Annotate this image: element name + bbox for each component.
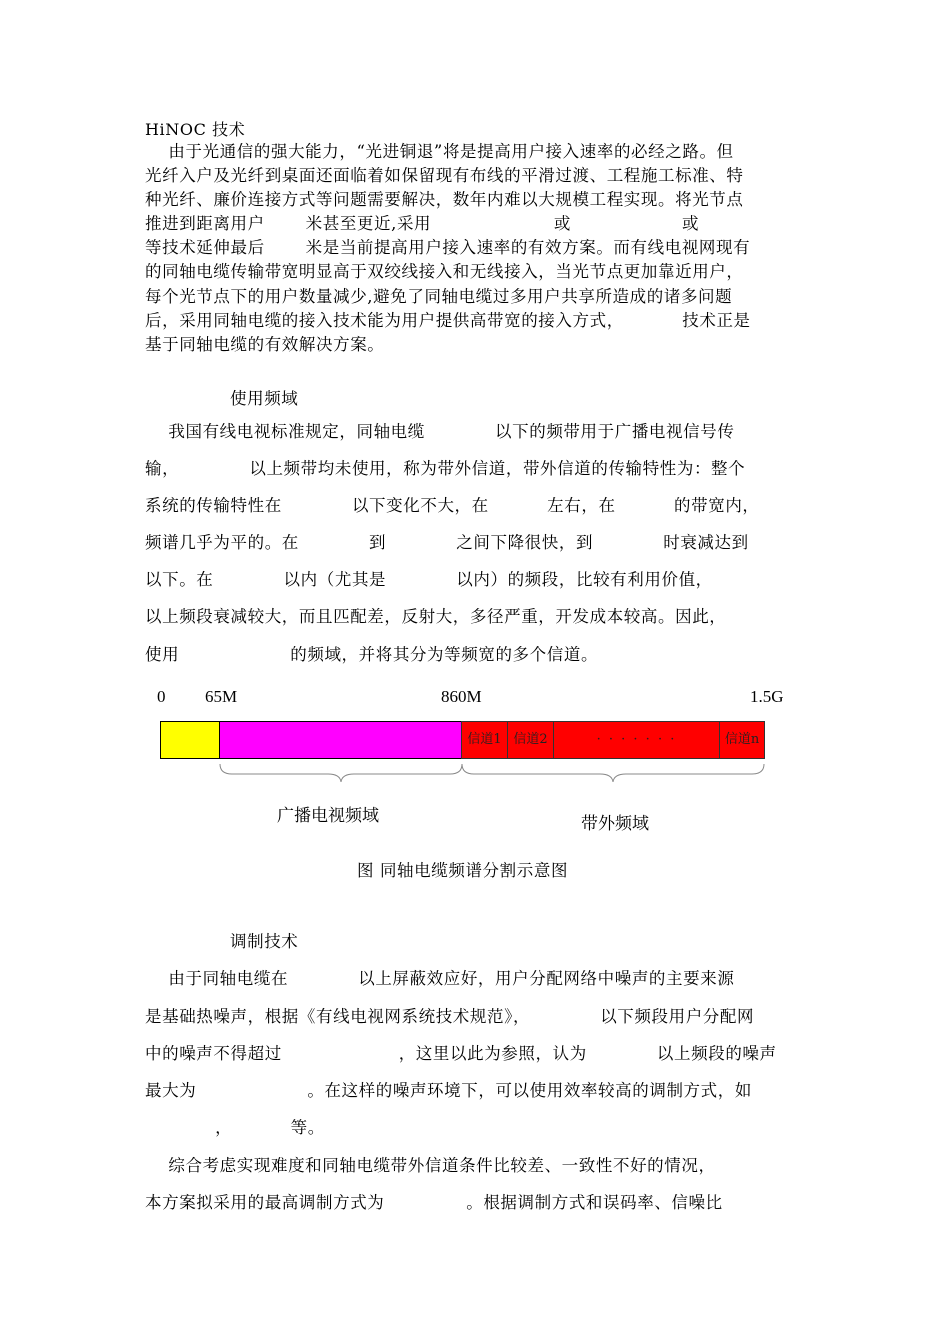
text-line: 使用 的频域，并将其分为等频宽的多个信道。 — [145, 645, 599, 664]
text-line: 以上频段衰减较大，而且匹配差，反射大，多径严重，开发成本较高。因此， — [145, 607, 727, 626]
text-line: 最大为 。在这样的噪声环境下，可以使用效率较高的调制方式，如 — [145, 1081, 752, 1100]
text-line: 基于同轴电缆的有效解决方案。 — [145, 335, 385, 354]
text-line: 中的噪声不得超过 ，这里以此为参照，认为 以上频段的噪声 — [145, 1044, 777, 1063]
label-out-of-band: 带外频域 — [581, 814, 649, 834]
tick-label-65m: 65M — [205, 687, 238, 706]
text-line: 综合考虑实现难度和同轴电缆带外信道条件比较差、一致性不好的情况， — [145, 1156, 716, 1175]
channel-2: 信道2 — [507, 721, 554, 759]
section-heading: HiNOC 技术 — [145, 120, 246, 139]
text-line: 输， 以上频带均未使用，称为带外信道，带外信道的传输特性为：整个 — [145, 459, 746, 478]
text-line: 光纤入户及光纤到桌面还面临着如保留现有布线的平滑过渡、工程施工标准、特 — [145, 166, 744, 185]
text-line: 推进到距离用户 米甚至更近,采用 或 或 — [145, 214, 700, 233]
figure-caption: 图 同轴电缆频谱分割示意图 — [357, 861, 569, 880]
text-line: 后，采用同轴电缆的接入技术能为用户提供高带宽的接入方式， 技术正是 — [145, 311, 751, 330]
label-broadcast-band: 广播电视频域 — [277, 806, 379, 826]
tick-label-0: 0 — [157, 687, 166, 706]
channel-ellipsis: · · · · · · · — [553, 721, 720, 759]
brace-broadcast — [218, 762, 468, 784]
text-line: 我国有线电视标准规定，同轴电缆 以下的频带用于广播电视信号传 — [145, 422, 735, 441]
text-line: 由于同轴电缆在 以上屏蔽效应好，用户分配网络中噪声的主要来源 — [145, 969, 735, 988]
subsection-title-frequency: 使用频域 — [230, 389, 299, 408]
text-line: 系统的传输特性在 以下变化不大，在 左右，在 的带宽内， — [145, 496, 760, 515]
text-line: 等技术延伸最后 米是当前提高用户接入速率的有效方案。而有线电视网现有 — [145, 238, 751, 257]
text-line: 本方案拟采用的最高调制方式为 。根据调制方式和误码率、信噪比 — [145, 1193, 723, 1212]
band-low — [160, 721, 220, 759]
text-line: 以下。在 以内（尤其是 以内）的频段，比较有利用价值， — [145, 570, 713, 589]
text-line: 由于光通信的强大能力，“光进铜退”将是提高用户接入速率的必经之路。但 — [145, 142, 734, 161]
tick-label-1-5g: 1.5G — [750, 687, 784, 706]
channel-1: 信道1 — [461, 721, 508, 759]
tick-label-860m: 860M — [441, 687, 482, 706]
subsection-title-modulation: 调制技术 — [230, 932, 299, 951]
channel-n: 信道n — [719, 721, 765, 759]
band-broadcast — [219, 721, 462, 759]
text-line: 种光纤、廉价连接方式等问题需要解决，数年内难以大规模工程实现。将光节点 — [145, 190, 744, 209]
text-line: 每个光节点下的用户数量减少,避免了同轴电缆过多用户共享所造成的诸多问题 — [145, 287, 733, 306]
text-line: 是基础热噪声，根据《有线电视网系统技术规范》， 以下频段用户分配网 — [145, 1007, 755, 1026]
text-line: 的同轴电缆传输带宽明显高于双绞线接入和无线接入，当光节点更加靠近用户， — [145, 262, 744, 281]
text-line: ， 等。 — [145, 1118, 325, 1137]
brace-out-of-band — [460, 762, 770, 784]
text-line: 频谱几乎为平的。在 到 之间下降很快，到 时衰减达到 — [145, 533, 749, 552]
